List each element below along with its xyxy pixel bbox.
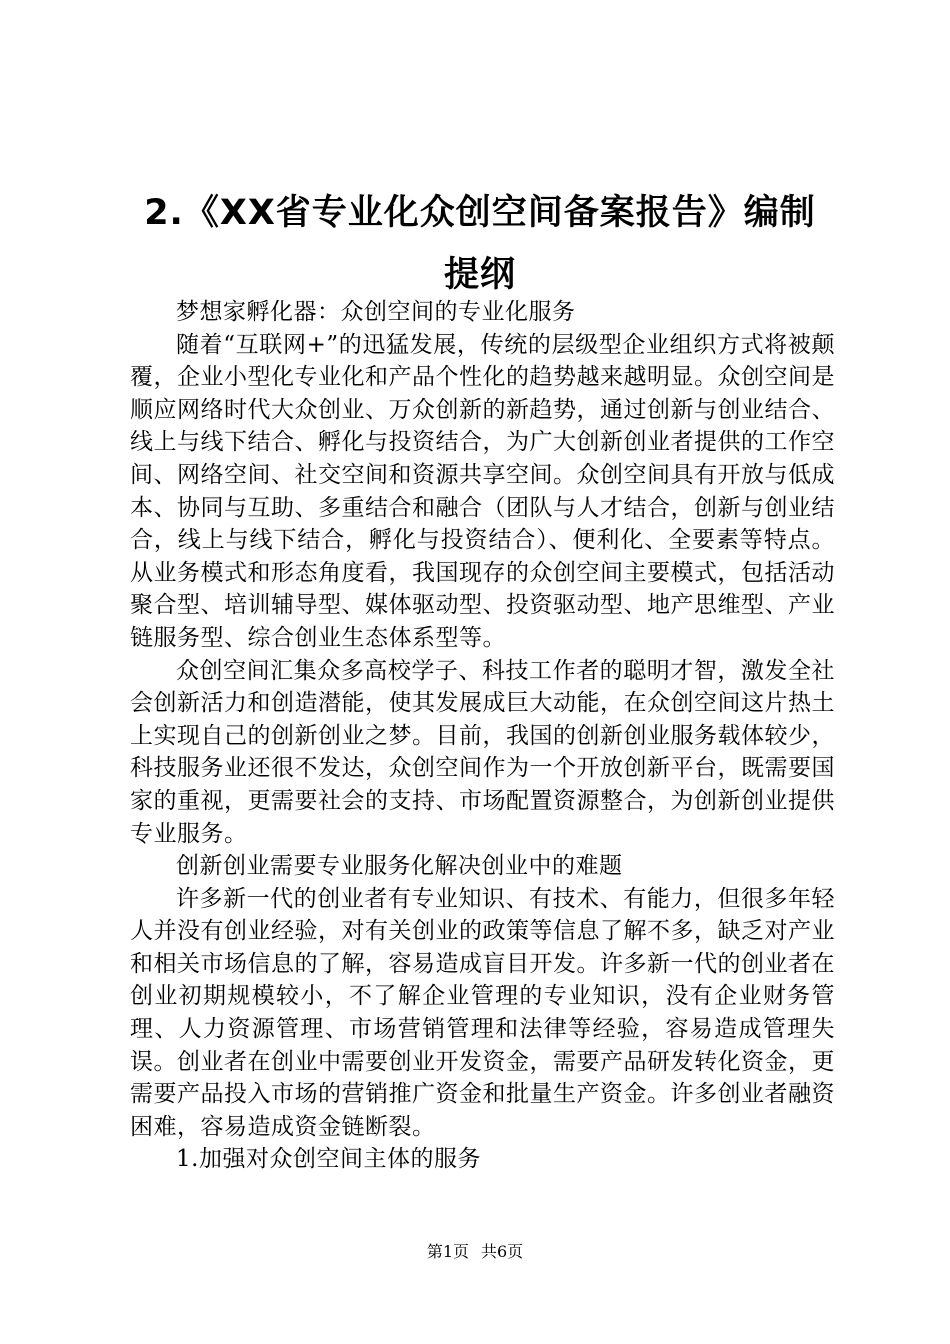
paragraph: 随着“互联网+”的迅猛发展，传统的层级型企业组织方式将被颠覆，企业小型化专业化和产品个性化的趋势越来越明显。众创空间是顺应网络时代大众创业、万众创新的新趋势，通过创新与创业结合、线上与线下结合、孵化与投资结合，为广大创新创业者提供的工作空间、网络空间、社交空间和资源共享空间。众创空间具有开放与低成本、协同与互助、多重结合和融合（团队与人才结合，创新与创业结合，线上与线下结合，孵化与投资结合）、便利化、全要素等特点。从业务模式和形态角度看，我国现存的众创空间主要模式，包括活动聚合型、培训辅导型、媒体驱动型、投资驱动型、地产思维型、产业链服务型、综合创业生态体系型等。: [130, 331, 835, 651]
page-footer: [0, 1242, 950, 1262]
page-number: 第1页: [426, 1242, 469, 1261]
document-title: 2.《XX省专业化众创空间备案报告》编制提纲: [144, 193, 816, 295]
paragraph: 许多新一代的创业者有专业知识、有技术、有能力，但很多年轻人并没有创业经验，对有关创业的政策等信息了解不多，缺乏对产业和相关市场信息的了解，容易造成盲目开发。许多新一代的创业者在创业初期规模较小，不了解企业管理的专业知识，没有企业财务管理、人力资源管理、市场营销管理和法律等经验，容易造成管理失误。创业者在创业中需要创业开发资金，需要产品研发转化资金，更需要产品投入市场的营销推广资金和批量生产资金。许多创业者融资困难，容易造成资金链断裂。: [130, 885, 835, 1140]
document-body: [130, 296, 835, 1176]
paragraph-heading: 1.加强对众创空间主体的服务: [176, 1146, 481, 1173]
paragraph: 众创空间汇集众多高校学子、科技工作者的聪明才智，激发全社会创新活力和创造潜能，使其发展成巨大动能，在众创空间这片热土上实现自己的创新创业之梦。目前，我国的创新创业服务载体较少，科技服务业还很不发达，众创空间作为一个开放创新平台，既需要国家的重视，更需要社会的支持、市场配置资源整合，为创新创业提供专业服务。: [130, 657, 835, 847]
page-total: 共6页: [481, 1242, 524, 1261]
paragraph-heading: 梦想家孵化器：众创空间的专业化服务: [176, 299, 576, 325]
paragraph-heading: 创新创业需要专业服务化解决创业中的难题: [176, 853, 623, 880]
